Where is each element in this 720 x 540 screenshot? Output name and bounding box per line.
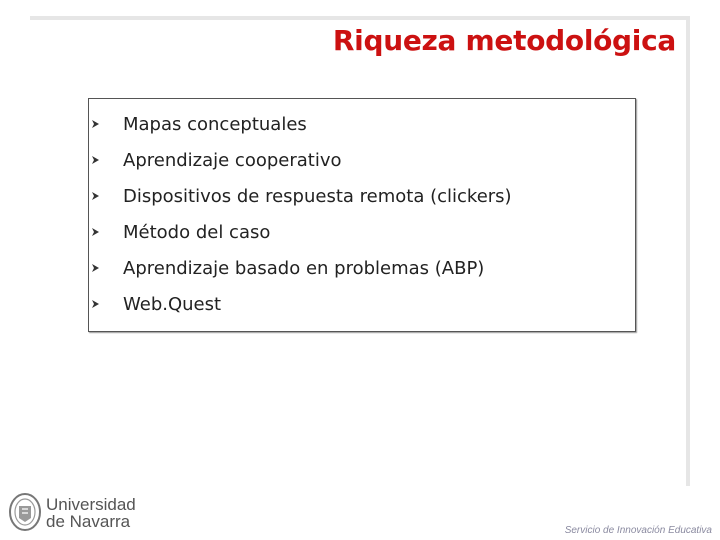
list-item	[89, 217, 629, 247]
footer-text: Servicio de Innovación Educativa	[564, 525, 712, 536]
list-item-label: Aprendizaje cooperativo	[123, 149, 342, 171]
top-rule	[30, 16, 690, 20]
list-item	[89, 289, 629, 319]
slide-title: Riqueza metodológica	[332, 24, 676, 57]
content-box	[88, 98, 636, 332]
list-item-label: Web.Quest	[123, 293, 222, 315]
list-item-label: Mapas conceptuales	[123, 113, 307, 135]
right-rule	[686, 16, 690, 486]
logo-line1: Universidad	[46, 495, 136, 514]
logo-text	[46, 496, 136, 530]
list-item-label: Aprendizaje basado en problemas (ABP)	[123, 257, 485, 279]
university-logo	[8, 490, 136, 536]
list-item-label: Dispositivos de respuesta remota (clickers)	[123, 185, 512, 207]
list-item	[89, 109, 629, 139]
arrowhead-bullet-icon	[91, 191, 100, 201]
list-item	[89, 145, 629, 175]
list-item-label: Método del caso	[123, 221, 271, 243]
logo-line2: de Navarra	[46, 512, 131, 531]
arrowhead-bullet-icon	[91, 119, 100, 129]
arrowhead-bullet-icon	[91, 227, 100, 237]
arrowhead-bullet-icon	[91, 299, 100, 309]
arrowhead-bullet-icon	[91, 263, 100, 273]
list-item	[89, 181, 629, 211]
arrowhead-bullet-icon	[91, 155, 100, 165]
list-item	[89, 253, 629, 283]
university-seal-icon	[8, 492, 42, 532]
